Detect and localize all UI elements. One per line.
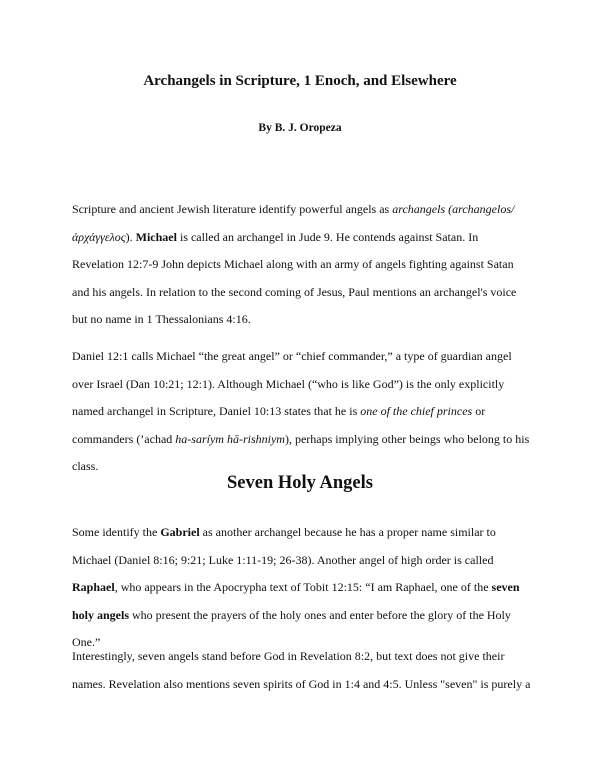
text-segment: seven holy angels <box>72 580 520 622</box>
text-segment: Raphael <box>72 580 115 594</box>
text-segment: one of the chief princes <box>360 404 473 418</box>
document-title: Archangels in Scripture, 1 Enoch, and Elsewhere <box>143 73 457 89</box>
text-segment: , who appears in the Apocrypha text of Tobit 12:15: “I am Raphael, one of the <box>114 580 492 594</box>
text-segment: Interestingly, seven angels stand before God in Revelation 8:2, but text does not give their names. Revelation also mentions seven spirits of God in 1:4 and 4:5. Unless "seven" is purely a <box>72 649 531 691</box>
text-segment: Michael <box>135 229 177 244</box>
paragraph-revelation-seven <box>72 643 532 698</box>
text-segment: ). <box>125 229 136 244</box>
text-segment: Daniel 12:1 calls Michael “the great angel” or “chief commander,” a type of guardian angel over Israel (Dan 10:21; 12:1). Although Michael (“who is like God”) is the only explicitly named archangel in Scripture, Daniel 10:13 states that he is <box>72 349 512 418</box>
paragraph-archangels-intro <box>72 196 532 334</box>
paragraph-gabriel-raphael <box>72 519 532 657</box>
text-segment: who present the prayers of the holy ones and enter before the glory of the Holy One.” <box>72 607 511 649</box>
text-segment: Gabriel <box>160 525 200 539</box>
section-heading-seven-holy-angels: Seven Holy Angels <box>227 473 373 493</box>
paragraph-daniel-michael <box>72 343 532 481</box>
text-segment: as another archangel because he has a proper name similar to Michael (Daniel 8:16; 9:21; Luke 1:11-19; 26-38). Another angel of high order is called <box>72 525 496 567</box>
text-segment: archangels (archangelos/ ἀρχάγγελος <box>72 202 515 244</box>
text-segment: is called an archangel in Jude 9. He contends against Satan. In Revelation 12:7-9 John depicts Michael along with an army of angels fighting against Satan and his angels. In relation to the second coming of Jesus, Paul mentions an archangel's voice but no name in 1 Thessalonians 4:16. <box>72 229 517 326</box>
text-segment: or commanders (’achad <box>72 404 486 446</box>
text-segment: Some identify the <box>72 525 161 539</box>
text-segment: ), perhaps implying other beings who belong to his class. <box>72 431 530 473</box>
document-author: By B. J. Oropeza <box>258 122 342 134</box>
text-segment: ha-saríym hā-rishniym <box>175 431 285 446</box>
text-segment: Scripture and ancient Jewish literature identify powerful angels as <box>72 202 393 216</box>
